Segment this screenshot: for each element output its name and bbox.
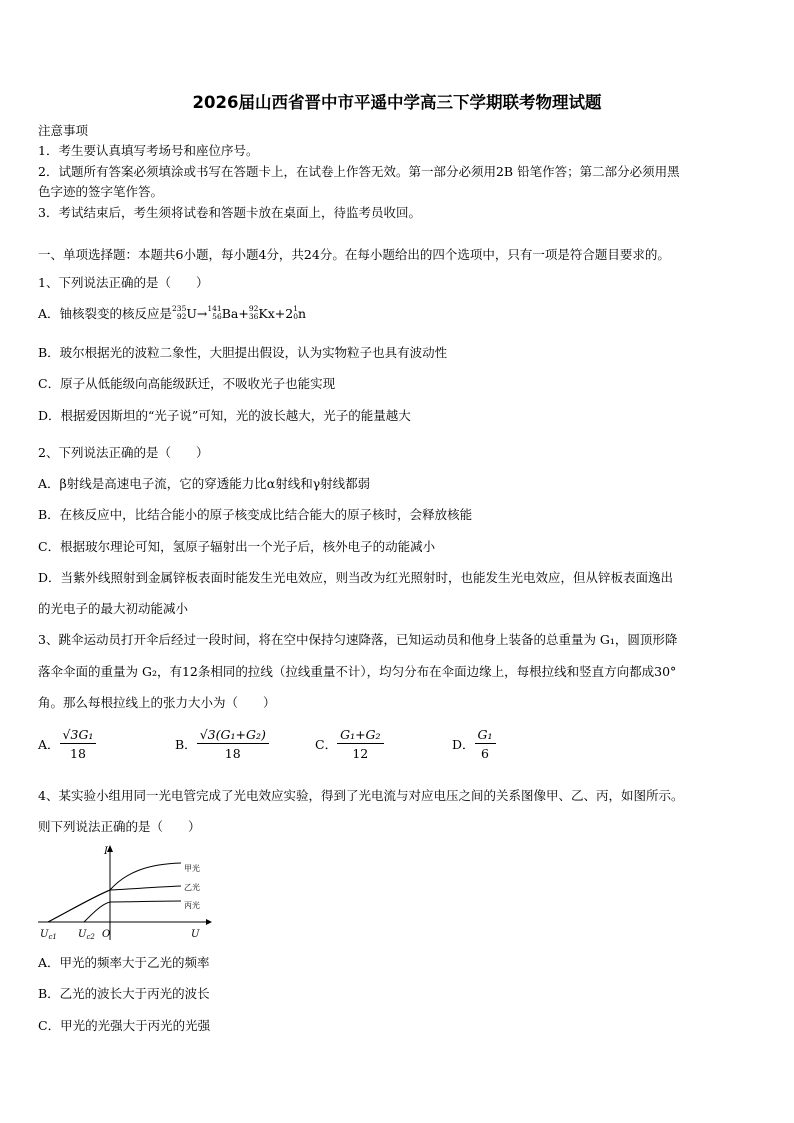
q3-stem-1: 3、跳伞运动员打开伞后经过一段时间，将在空中保持匀速降落，已知运动员和他身上装备的总重量为 G₁，圆顶形降 xyxy=(38,632,678,647)
uc1-label: $U_{c1}$ xyxy=(40,929,57,941)
reaction-arrow: → xyxy=(196,305,208,321)
q1-option-d: D．根据爱因斯坦的“光子说”可知，光的波长越大，光子的能量越大 xyxy=(38,408,411,423)
curve-jia xyxy=(48,863,181,922)
q2-stem: 2、下列说法正确的是（ ） xyxy=(38,445,209,460)
kx-sym: Kx+2 xyxy=(258,305,294,321)
q2-option-a: A．β射线是高速电子流，它的穿透能力比α射线和γ射线都弱 xyxy=(38,476,371,491)
photocurrent-graph xyxy=(36,840,216,946)
q3-d-numerator: G₁ xyxy=(475,727,496,744)
page-title: 2026届山西省晋中市平遥中学高三下学期联考物理试题 xyxy=(192,93,602,112)
q3-option-c xyxy=(315,727,384,761)
legend-yi: 乙光 xyxy=(184,883,200,892)
q3-c-label: C． xyxy=(315,737,338,752)
q1-a-prefix: A．铀核裂变的核反应是 xyxy=(38,306,173,321)
q3-stem-3: 角。那么每根拉线上的张力大小为（ ） xyxy=(38,695,276,710)
q1-stem: 1、下列说法正确的是（ ） xyxy=(38,275,209,290)
u-num: 92 xyxy=(176,312,187,321)
u-mass: 235 xyxy=(172,304,187,313)
notice-item-2-cont: 色字迹的签字笔作答。 xyxy=(38,184,164,199)
q3-c-fraction xyxy=(337,727,383,761)
uc2-label: $U_{c2}$ xyxy=(78,929,95,941)
n-sym: n xyxy=(298,305,307,321)
q3-d-denominator: 6 xyxy=(481,746,489,761)
notice-item-3: 3．考试结束后，考生须将试卷和答题卡放在桌面上，待监考员收回。 xyxy=(38,205,421,220)
ba-mass: 141 xyxy=(207,304,222,313)
curve-bing xyxy=(84,901,181,922)
q4-option-b: B．乙光的波长大于丙光的波长 xyxy=(38,986,210,1001)
legend-bing: 丙光 xyxy=(184,901,200,910)
nuclide-kx92 xyxy=(249,305,293,321)
q4-option-a: A．甲光的频率大于乙光的频率 xyxy=(38,955,210,970)
q1-option-c: C．原子从低能级向高能级跃迁，不吸收光子也能实现 xyxy=(38,376,336,391)
q3-a-fraction xyxy=(60,727,97,761)
q3-b-label: B． xyxy=(175,737,197,752)
q3-b-denominator: 18 xyxy=(224,746,241,761)
notice-item-2: 2．试题所有答案必须填涂或书写在答题卡上，在试卷上作答无效。第一部分必须用2B 铅笔作答；第二部分必须用黑 xyxy=(38,164,680,179)
q3-c-numerator: G₁+G₂ xyxy=(337,727,383,744)
curve-yi xyxy=(48,886,181,922)
ba-sym: Ba+ xyxy=(221,305,249,321)
legend-jia: 甲光 xyxy=(184,864,200,873)
q3-a-numerator: √3G₁ xyxy=(60,727,97,744)
q3-stem-2: 落伞伞面的重量为 G₂，有12条相同的拉线（拉线重量不计），均匀分布在伞面边缘上，每根拉线和竖直方向都成30° xyxy=(38,664,677,679)
q1-option-b: B．玻尔根据光的波粒二象性，大胆提出假设，认为实物粒子也具有波动性 xyxy=(38,345,448,360)
ba-num: 56 xyxy=(212,312,222,321)
n-num: 0 xyxy=(293,312,298,321)
q3-b-fraction xyxy=(197,727,269,761)
q3-c-denominator: 12 xyxy=(352,746,369,761)
nuclide-neutron xyxy=(293,305,306,321)
section-heading: 一、单项选择题：本题共6小题，每小题4分，共24分。在每小题给出的四个选项中，只有一项是符合题目要求的。 xyxy=(38,247,670,262)
q3-a-denominator: 18 xyxy=(70,746,86,761)
y-axis-label: I xyxy=(104,846,108,857)
q3-d-fraction xyxy=(475,727,496,761)
nuclide-u235 xyxy=(172,305,197,321)
kx-mass: 92 xyxy=(248,304,259,313)
q2-option-c: C．根据玻尔理论可知，氢原子辐射出一个光子后，核外电子的动能减小 xyxy=(38,539,436,554)
notice-item-1: 1．考生要认真填写考场号和座位序号。 xyxy=(38,143,259,158)
origin-label: O xyxy=(102,929,111,940)
q1-option-a xyxy=(38,304,306,322)
kx-num: 36 xyxy=(248,312,259,321)
q3-b-numerator: √3(G₁+G₂) xyxy=(197,727,269,744)
notice-heading: 注意事项 xyxy=(38,123,89,138)
n-mass: 1 xyxy=(293,304,298,313)
x-axis-arrow xyxy=(206,919,212,925)
q3-a-label: A． xyxy=(38,737,60,752)
q3-d-label: D． xyxy=(452,737,475,752)
q2-option-d: D．当紫外线照射到金属锌板表面时能发生光电效应，则当改为红光照射时，也能发生光电效应，但从锌板表面逸出 xyxy=(38,570,674,585)
q3-option-d xyxy=(452,727,496,761)
q3-option-a xyxy=(38,727,96,761)
q4-option-c: C．甲光的光强大于丙光的光强 xyxy=(38,1018,211,1033)
q4-stem-1: 4、某实验小组用同一光电管完成了光电效应实验，得到了光电流与对应电压之间的关系图像甲、乙、丙，如图所示。 xyxy=(38,788,684,803)
q2-option-d-cont: 的光电子的最大初动能减小 xyxy=(38,601,189,616)
q2-option-b: B．在核反应中，比结合能小的原子核变成比结合能大的原子核时，会释放核能 xyxy=(38,507,473,522)
q4-stem-2: 则下列说法正确的是（ ） xyxy=(38,819,201,834)
x-axis-label: U xyxy=(191,929,200,940)
nuclide-ba141 xyxy=(207,305,248,321)
q3-option-b xyxy=(175,727,269,761)
u-sym: U xyxy=(186,305,197,321)
